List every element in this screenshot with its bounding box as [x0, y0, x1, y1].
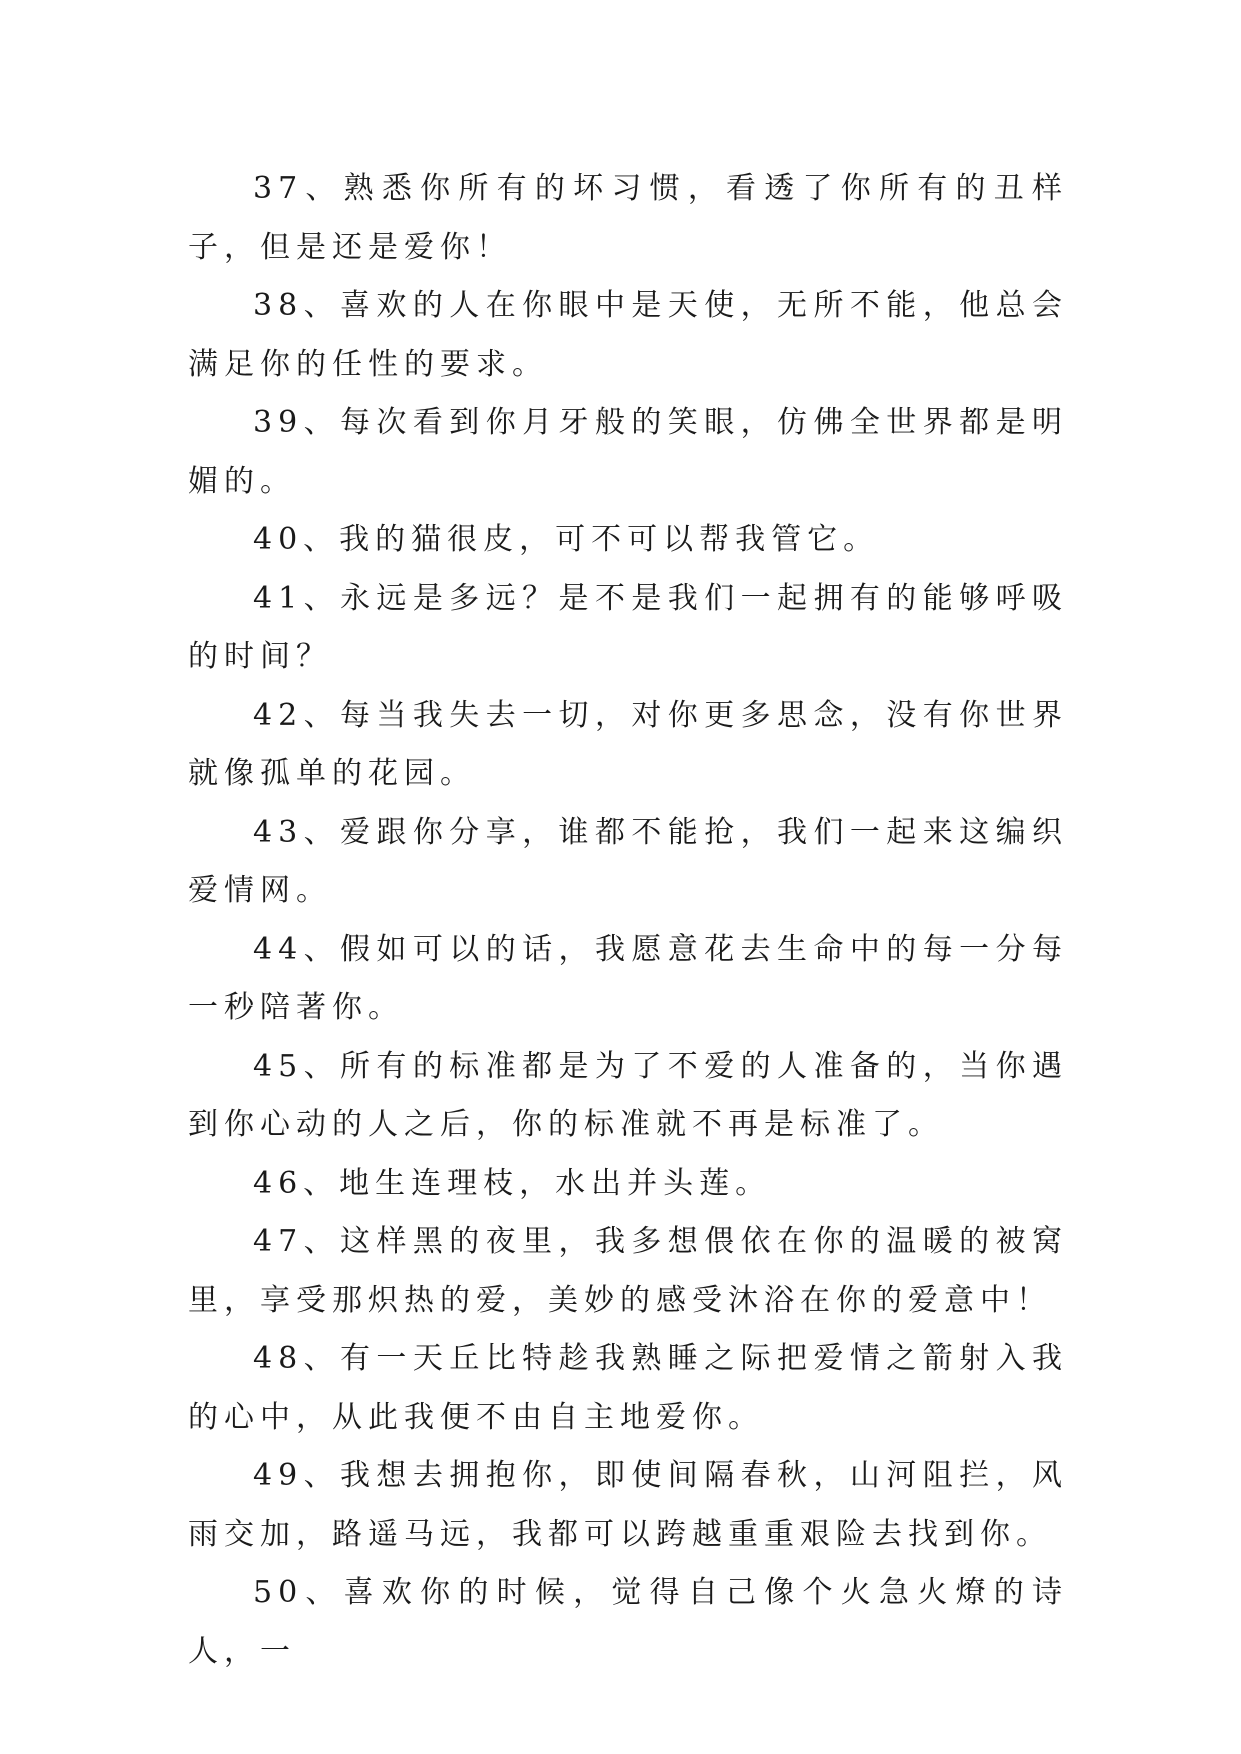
paragraph-37: 37、熟悉你所有的坏习惯，看透了你所有的丑样子，但是还是爱你！: [188, 171, 1068, 265]
paragraph-44: 44、假如可以的话，我愿意花去生命中的每一分每一秒陪著你。: [188, 931, 1068, 1025]
paragraph-50: 50、喜欢你的时候，觉得自己像个火急火燎的诗人，一: [188, 1575, 1068, 1669]
paragraph-38: 38、喜欢的人在你眼中是天使，无所不能，他总会满足你的任性的要求。: [188, 288, 1068, 382]
paragraph-46: 46、地生连理枝，水出并头莲。: [253, 1165, 772, 1201]
paragraph-39: 39、每次看到你月牙般的笑眼，仿佛全世界都是明媚的。: [188, 405, 1068, 499]
paragraph-48: 48、有一天丘比特趁我熟睡之际把爱情之箭射入我的心中，从此我便不由自主地爱你。: [188, 1341, 1068, 1435]
paragraph-42: 42、每当我失去一切，对你更多思念，没有你世界就像孤单的花园。: [188, 697, 1068, 791]
paragraph-41: 41、永远是多远？是不是我们一起拥有的能够呼吸的时间？: [188, 580, 1068, 674]
document-body: [188, 160, 1068, 1681]
paragraph-40: 40、我的猫很皮，可不可以帮我管它。: [253, 522, 880, 557]
paragraph-43: 43、爱跟你分享，谁都不能抢，我们一起来这编织爱情网。: [188, 814, 1068, 908]
paragraph-47: 47、这样黑的夜里，我多想偎依在你的温暖的被窝里，享受那炽热的爱，美妙的感受沐浴在你的爱意中！: [188, 1224, 1068, 1318]
paragraph-45: 45、所有的标准都是为了不爱的人准备的，当你遇到你心动的人之后，你的标准就不再是标准了。: [188, 1048, 1068, 1142]
paragraph-49: 49、我想去拥抱你，即使间隔春秋，山河阻拦，风雨交加，路遥马远，我都可以跨越重重艰险去找到你。: [188, 1458, 1068, 1552]
